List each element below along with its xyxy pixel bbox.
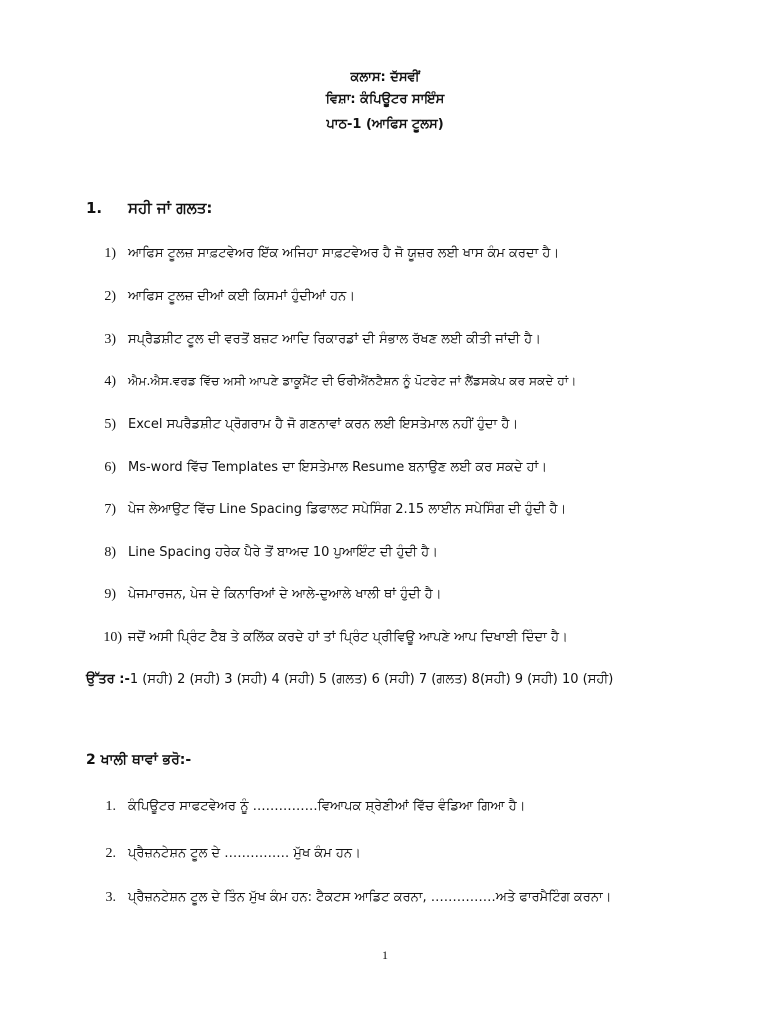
section1-title: ਸਹੀ ਜਾਂ ਗਲਤ: (128, 199, 213, 217)
question-number: 1) (104, 246, 116, 261)
answer-label: ਉੱਤਰ :- (86, 672, 130, 687)
question-number: 3. (105, 890, 116, 905)
question-number: 2) (104, 289, 116, 304)
answer-text: 1 (ਸਹੀ) 2 (ਸਹੀ) 3 (ਸਹੀ) 4 (ਸਹੀ) 5 (ਗਲਤ) 6 (ਸਹੀ) 7 (ਗਲਤ) 8(ਸਹੀ) 9 (ਸਹੀ) 10 (ਸਹੀ) (129, 672, 614, 687)
question-text: ਕੰਪਿਊਟਰ ਸਾਫਟਵੇਅਰ ਨੂੰ ……………ਵਿਆਪਕ ਸ਼੍ਰੇਣੀਆਂ ਵਿੱਚ ਵੰਡਿਆ ਗਿਆ ਹੈ। (128, 799, 526, 814)
question-text: ਪੇਜ ਲੇਆਉਟ ਵਿੱਚ Line Spacing ਡਿਫਾਲਟ ਸਪੇਸਿੰਗ 2.15 ਲਾਈਨ ਸਪੇਸਿੰਗ ਦੀ ਹੁੰਦੀ ਹੈ। (128, 502, 567, 517)
question-number: 5) (104, 417, 116, 432)
subject-line: ਵਿਸ਼ਾ: ਕੰਪਿਊਟਰ ਸਾਇੰਸ (325, 92, 445, 107)
answer-line (86, 672, 613, 687)
section2-title: 2 ਖਾਲੀ ਥਾਵਾਂ ਭਰੋ:- (86, 752, 192, 768)
question-number: 4) (104, 374, 116, 389)
question-number: 3) (104, 332, 116, 347)
question-text: Ms-word ਵਿੱਚ Templates ਦਾ ਇਸਤੇਮਾਲ Resume ਬਨਾਉਣ ਲਈ ਕਰ ਸਕਦੇ ਹਾਂ। (128, 460, 548, 475)
lesson-line: ਪਾਠ-1 (ਆਫਿਸ ਟੂਲਸ) (326, 117, 444, 132)
question-number: 6) (104, 460, 116, 475)
question-text: Excel ਸਪਰੈਡਸ਼ੀਟ ਪ੍ਰੋਗਰਾਮ ਹੈ ਜੋ ਗਣਨਾਵਾਂ ਕਰਨ ਲਈ ਇਸਤੇਮਾਲ ਨਹੀਂ ਹੁੰਦਾ ਹੈ। (128, 417, 519, 432)
question-number: 2. (105, 846, 116, 861)
question-text: ਪੇਜਮਾਰਜਨ, ਪੇਜ ਦੇ ਕਿਨਾਰਿਆਂ ਦੇ ਆਲੇ-ਦੁਆਲੇ ਖਾਲੀ ਥਾਂ ਹੁੰਦੀ ਹੈ। (128, 587, 442, 602)
question-text: Line Spacing ਹਰੇਕ ਪੈਰੇ ਤੋਂ ਬਾਅਦ 10 ਪੁਆਇੰਟ ਦੀ ਹੁੰਦੀ ਹੈ। (128, 545, 438, 560)
question-text: ਆਫਿਸ ਟੂਲਜ਼ ਦੀਆਂ ਕਈ ਕਿਸਮਾਂ ਹੁੰਦੀਆਂ ਹਨ। (128, 289, 355, 304)
question-text: ਪ੍ਰੈਜ਼ਨਟੇਸ਼ਨ ਟੂਲ ਦੇ …………… ਮੁੱਖ ਕੰਮ ਹਨ। (128, 846, 361, 861)
question-text: ਜਦੋਂ ਅਸੀ ਪ੍ਰਿੰਟ ਟੈਬ ਤੇ ਕਲਿੱਕ ਕਰਦੇ ਹਾਂ ਤਾਂ ਪ੍ਰਿੰਟ ਪ੍ਰੀਵਿਊ ਆਪਣੇ ਆਪ ਦਿਖਾਈ ਦਿੰਦਾ ਹੈ। (128, 630, 568, 645)
question-number: 7) (104, 502, 116, 517)
question-text: ਐਮ.ਐਸ.ਵਰਡ ਵਿੱਚ ਅਸੀ ਆਪਣੇ ਡਾਕੂਮੈਂਟ ਦੀ ਓਰੀਐਂਨਟੈਸ਼ਨ ਨੂੰ ਪੋਟਰੇਟ ਜਾਂ ਲੈਂਡਸਕੇਪ ਕਰ ਸਕਦੇ ਹਾਂ। (128, 374, 577, 388)
section1-number: 1. (86, 199, 103, 217)
page-number: 1 (382, 948, 388, 962)
question-number: 10) (103, 630, 122, 645)
question-number: 9) (104, 587, 116, 602)
question-number: 1. (105, 799, 116, 814)
question-text: ਪ੍ਰੈਜ਼ਨਟੇਸ਼ਨ ਟੂਲ ਦੇ ਤਿੰਨ ਮੁੱਖ ਕੰਮ ਹਨ: ਟੈਕਟਸ ਆਡਿਟ ਕਰਨਾ, ……………ਅਤੇ ਫਾਰਮੈਟਿੰਗ ਕਰਨਾ। (128, 890, 612, 905)
question-text: ਆਫਿਸ ਟੂਲਜ਼ ਸਾਫ਼ਟਵੇਅਰ ਇੱਕ ਅਜਿਹਾ ਸਾਫ਼ਟਵੇਅਰ ਹੈ ਜੋ ਯੂਜ਼ਰ ਲਈ ਖਾਸ ਕੰਮ ਕਰਦਾ ਹੈ। (128, 246, 560, 261)
question-number: 8) (104, 545, 116, 560)
class-line: ਕਲਾਸ: ਦੱਸਵੀਂ (350, 70, 420, 85)
question-text: ਸਪ੍ਰੈਡਸ਼ੀਟ ਟੂਲ ਦੀ ਵਰਤੋਂ ਬਜ਼ਟ ਆਦਿ ਰਿਕਾਰਡਾਂ ਦੀ ਸੰਭਾਲ ਰੱਖਣ ਲਈ ਕੀਤੀ ਜਾਂਦੀ ਹੈ। (128, 332, 541, 347)
